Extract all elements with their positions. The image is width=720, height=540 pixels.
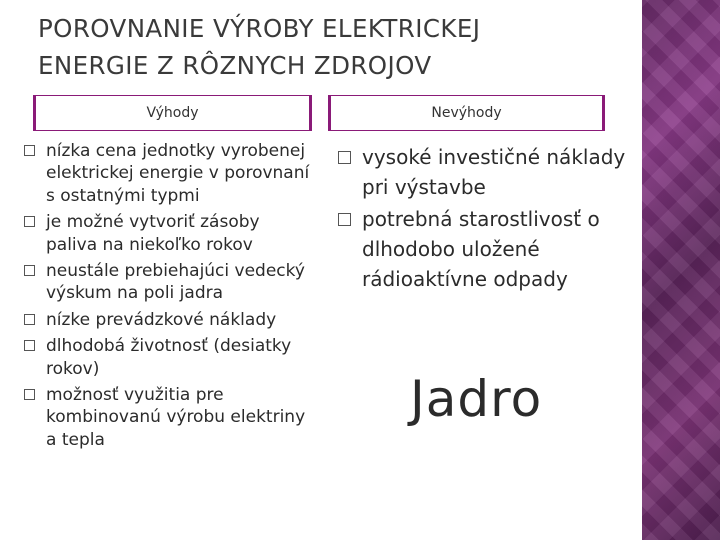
title-line-2: ENERGIE Z RÔZNYCH ZDROJOV	[38, 51, 432, 80]
list-item-text: nízke prevádzkové náklady	[46, 309, 277, 330]
list-item	[338, 142, 628, 202]
list-item-text: neustále prebiehajúci vedecký výskum na poli jadra	[46, 261, 305, 304]
checkbox-bullet-icon	[24, 265, 35, 276]
list-item	[24, 260, 314, 305]
checkbox-bullet-icon	[338, 151, 351, 164]
list-item	[24, 140, 314, 207]
checkbox-bullet-icon	[24, 145, 35, 156]
decorative-sidebar	[642, 0, 720, 540]
list-item-text: nízka cena jednotky vyrobenej elektrickej energie v porovnaní s ostatnými typmi	[46, 141, 310, 206]
disadvantages-header-label: Nevýhody	[431, 105, 502, 121]
list-item	[24, 384, 314, 451]
checkbox-bullet-icon	[24, 389, 35, 400]
list-item-text: je možné vytvoriť zásoby paliva na niekoľko rokov	[46, 212, 260, 255]
list-item	[24, 211, 314, 256]
disadvantages-list	[338, 142, 628, 296]
checkbox-bullet-icon	[338, 213, 351, 226]
checkbox-bullet-icon	[24, 340, 35, 351]
checkbox-bullet-icon	[24, 216, 35, 227]
advantages-header	[33, 95, 312, 131]
list-item	[338, 204, 628, 294]
list-item	[24, 335, 314, 380]
disadvantages-header	[328, 95, 605, 131]
checkbox-bullet-icon	[24, 314, 35, 325]
slide-title	[38, 10, 598, 84]
source-label: Jadro	[410, 370, 543, 428]
list-item-text: možnosť využitia pre kombinovanú výrobu elektriny a tepla	[46, 385, 306, 450]
title-line-1: POROVNANIE VÝROBY ELEKTRICKEJ	[38, 14, 481, 43]
list-item	[24, 309, 314, 331]
list-item-text: vysoké investičné náklady pri výstavbe	[362, 145, 626, 199]
advantages-list	[24, 140, 314, 455]
advantages-header-label: Výhody	[146, 105, 199, 121]
list-item-text: dlhodobá životnosť (desiatky rokov)	[46, 336, 292, 379]
list-item-text: potrebná starostlivosť o dlhodobo uložené rádioaktívne odpady	[362, 207, 600, 291]
